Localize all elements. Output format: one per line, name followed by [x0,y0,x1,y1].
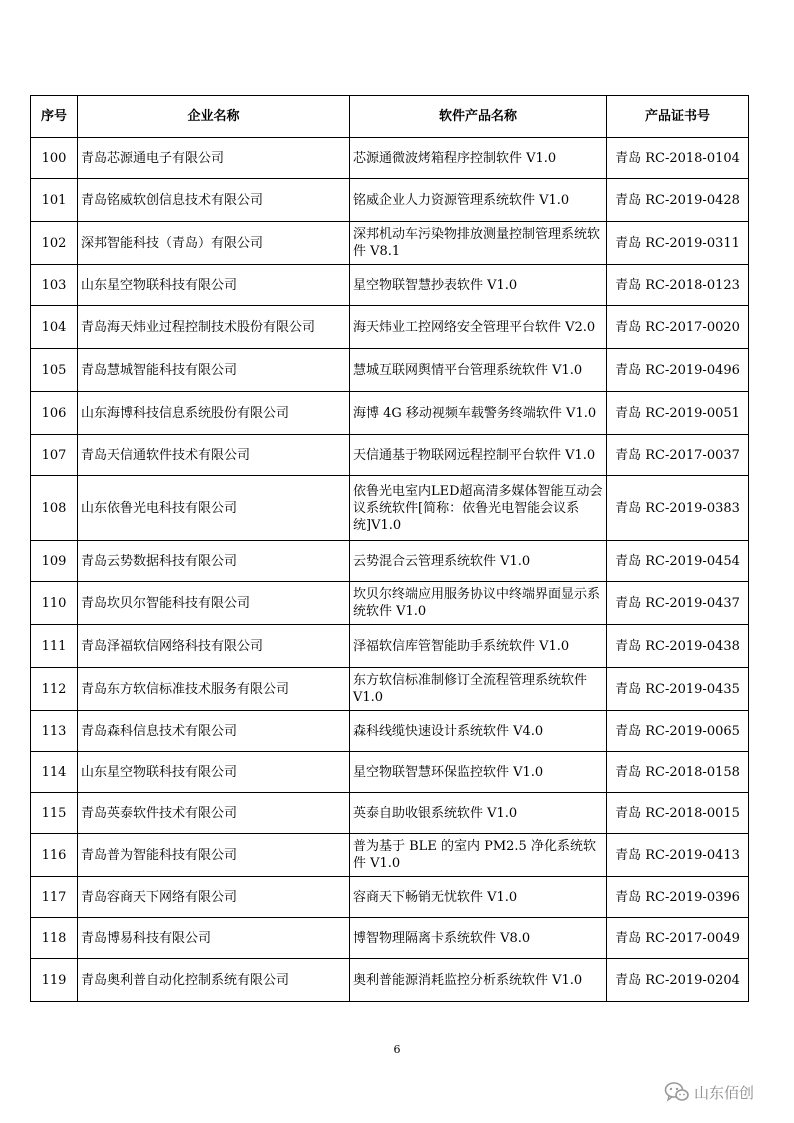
table-row [31,711,749,752]
row-serial-number: 111 [31,625,78,668]
table-row [31,877,749,918]
row-serial-number: 117 [31,877,78,918]
row-certificate-number: 青岛 RC-2019-0065 [607,711,749,752]
table-row [31,793,749,834]
table-row [31,541,749,582]
row-company-name: 青岛海天炜业过程控制技术股份有限公司 [78,306,350,349]
row-certificate-number: 青岛 RC-2019-0311 [607,222,749,265]
row-company-name: 青岛天信通软件技术有限公司 [78,435,350,476]
row-certificate-number: 青岛 RC-2019-0413 [607,834,749,877]
row-serial-number: 109 [31,541,78,582]
row-certificate-number: 青岛 RC-2019-0438 [607,625,749,668]
row-company-name: 山东海博科技信息系统股份有限公司 [78,392,350,435]
table-row [31,668,749,711]
table-row [31,138,749,179]
row-company-name: 青岛芯源通电子有限公司 [78,138,350,179]
row-serial-number: 104 [31,306,78,349]
row-serial-number: 105 [31,349,78,392]
table-row [31,625,749,668]
table-row [31,752,749,793]
row-company-name: 青岛慧城智能科技有限公司 [78,349,350,392]
watermark [664,1080,754,1104]
row-serial-number: 107 [31,435,78,476]
header-certificate-number: 产品证书号 [607,96,749,138]
row-software-name: 星空物联智慧环保监控软件 V1.0 [350,752,607,793]
row-certificate-number: 青岛 RC-2018-0158 [607,752,749,793]
row-certificate-number: 青岛 RC-2019-0428 [607,179,749,222]
row-software-name: 普为基于 BLE 的室内 PM2.5 净化系统软件 V1.0 [350,834,607,877]
row-software-name: 星空物联智慧抄表软件 V1.0 [350,265,607,306]
row-company-name: 青岛博易科技有限公司 [78,918,350,959]
row-software-name: 慧城互联网舆情平台管理系统软件 V1.0 [350,349,607,392]
row-software-name: 铭威企业人力资源管理系统软件 V1.0 [350,179,607,222]
row-certificate-number: 青岛 RC-2017-0049 [607,918,749,959]
table-row [31,392,749,435]
row-company-name: 青岛普为智能科技有限公司 [78,834,350,877]
page-number: 6 [393,1043,401,1056]
row-software-name: 博智物理隔离卡系统软件 V8.0 [350,918,607,959]
row-serial-number: 103 [31,265,78,306]
row-software-name: 云势混合云管理系统软件 V1.0 [350,541,607,582]
table-row [31,179,749,222]
row-software-name: 深邦机动车污染物排放测量控制管理系统软件 V8.1 [350,222,607,265]
row-certificate-number: 青岛 RC-2019-0383 [607,476,749,541]
row-company-name: 青岛铭威软创信息技术有限公司 [78,179,350,222]
row-software-name: 芯源通微波烤箱程序控制软件 V1.0 [350,138,607,179]
row-certificate-number: 青岛 RC-2019-0454 [607,541,749,582]
row-company-name: 青岛容商天下网络有限公司 [78,877,350,918]
table-header-row [31,96,749,138]
row-company-name: 青岛英泰软件技术有限公司 [78,793,350,834]
table-row [31,349,749,392]
table-row [31,476,749,541]
table-row [31,306,749,349]
table-row [31,265,749,306]
header-software-name: 软件产品名称 [350,96,607,138]
row-software-name: 容商天下畅销无忧软件 V1.0 [350,877,607,918]
row-company-name: 青岛云势数据科技有限公司 [78,541,350,582]
row-company-name: 山东依鲁光电科技有限公司 [78,476,350,541]
table-row [31,834,749,877]
row-software-name: 森科线缆快速设计系统软件 V4.0 [350,711,607,752]
table-row [31,959,749,1002]
row-software-name: 海博 4G 移动视频车载警务终端软件 V1.0 [350,392,607,435]
row-software-name: 奥利普能源消耗监控分析系统软件 V1.0 [350,959,607,1002]
row-certificate-number: 青岛 RC-2017-0037 [607,435,749,476]
row-company-name: 山东星空物联科技有限公司 [78,265,350,306]
row-company-name: 青岛森科信息技术有限公司 [78,711,350,752]
row-certificate-number: 青岛 RC-2018-0123 [607,265,749,306]
table-row [31,918,749,959]
row-company-name: 青岛奥利普自动化控制系统有限公司 [78,959,350,1002]
row-serial-number: 119 [31,959,78,1002]
certificate-table [30,95,749,1002]
row-company-name: 山东星空物联科技有限公司 [78,752,350,793]
row-serial-number: 106 [31,392,78,435]
row-software-name: 东方软信标准制修订全流程管理系统软件 V1.0 [350,668,607,711]
header-company-name: 企业名称 [78,96,350,138]
watermark-text: 山东佰创 [694,1083,755,1102]
row-certificate-number: 青岛 RC-2019-0496 [607,349,749,392]
row-certificate-number: 青岛 RC-2019-0051 [607,392,749,435]
row-certificate-number: 青岛 RC-2019-0435 [607,668,749,711]
row-serial-number: 113 [31,711,78,752]
row-serial-number: 110 [31,582,78,625]
row-company-name: 青岛泽福软信网络科技有限公司 [78,625,350,668]
row-software-name: 海天炜业工控网络安全管理平台软件 V2.0 [350,306,607,349]
table-row [31,222,749,265]
row-certificate-number: 青岛 RC-2018-0015 [607,793,749,834]
table-row [31,582,749,625]
row-serial-number: 108 [31,476,78,541]
row-company-name: 青岛坎贝尔智能科技有限公司 [78,582,350,625]
row-certificate-number: 青岛 RC-2019-0437 [607,582,749,625]
row-software-name: 英泰自助收银系统软件 V1.0 [350,793,607,834]
row-serial-number: 101 [31,179,78,222]
table-row [31,435,749,476]
row-serial-number: 114 [31,752,78,793]
row-serial-number: 116 [31,834,78,877]
row-serial-number: 115 [31,793,78,834]
row-certificate-number: 青岛 RC-2018-0104 [607,138,749,179]
row-certificate-number: 青岛 RC-2019-0396 [607,877,749,918]
row-certificate-number: 青岛 RC-2017-0020 [607,306,749,349]
row-serial-number: 118 [31,918,78,959]
row-software-name: 泽福软信库管智能助手系统软件 V1.0 [350,625,607,668]
row-software-name: 坎贝尔终端应用服务协议中终端界面显示系统软件 V1.0 [350,582,607,625]
row-software-name: 依鲁光电室内LED超高清多媒体智能互动会议系统软件[简称：依鲁光电智能会议系统]V1.0 [350,476,607,541]
row-serial-number: 102 [31,222,78,265]
row-company-name: 深邦智能科技（青岛）有限公司 [78,222,350,265]
row-company-name: 青岛东方软信标准技术服务有限公司 [78,668,350,711]
table-body [31,138,749,1002]
row-software-name: 天信通基于物联网远程控制平台软件 V1.0 [350,435,607,476]
row-certificate-number: 青岛 RC-2019-0204 [607,959,749,1002]
row-serial-number: 112 [31,668,78,711]
row-serial-number: 100 [31,138,78,179]
wechat-icon [664,1081,690,1103]
header-serial-number: 序号 [31,96,78,138]
